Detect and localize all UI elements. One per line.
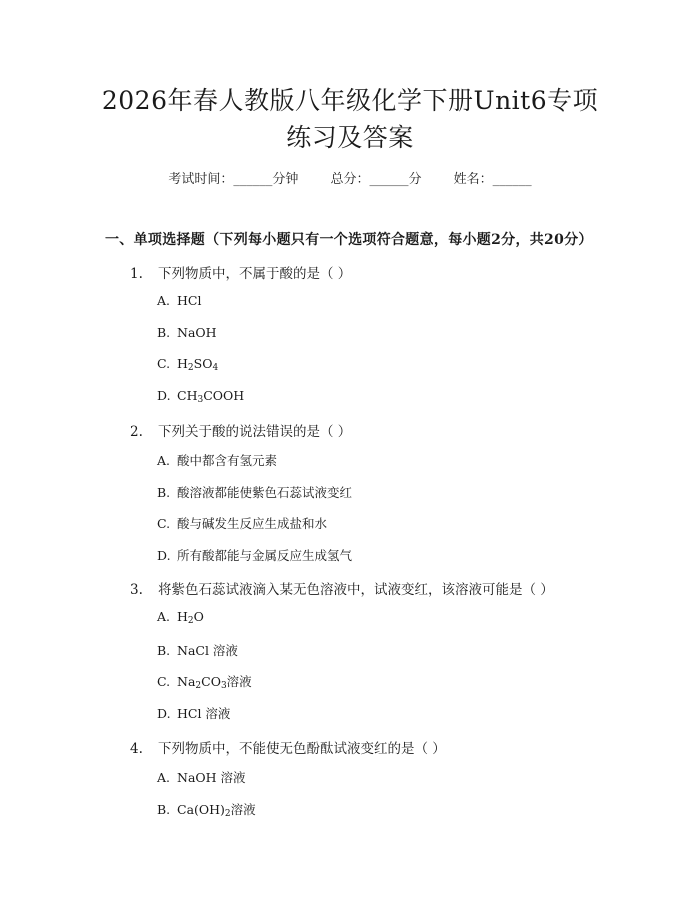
formula-subscript: 4 bbox=[212, 363, 219, 373]
option-letter: C. bbox=[157, 674, 171, 689]
question-4 bbox=[130, 737, 446, 757]
option-letter: B. bbox=[157, 484, 171, 500]
exam-meta bbox=[0, 168, 700, 187]
option-text-part: O bbox=[193, 609, 204, 624]
question-number: 2. bbox=[130, 424, 143, 440]
option-a[interactable] bbox=[157, 609, 204, 626]
exam-time-label: 考试时间：______分钟 bbox=[168, 172, 299, 187]
option-text bbox=[177, 548, 352, 563]
option-d[interactable] bbox=[157, 388, 244, 405]
option-letter: D. bbox=[157, 705, 171, 721]
option-a[interactable] bbox=[157, 768, 246, 786]
option-text-part: NaOH bbox=[177, 324, 217, 340]
option-text bbox=[177, 674, 252, 689]
option-letter: B. bbox=[157, 642, 171, 658]
option-text bbox=[177, 325, 217, 340]
option-letter: B. bbox=[157, 801, 171, 817]
option-text bbox=[177, 356, 218, 371]
option-a[interactable] bbox=[157, 293, 201, 308]
option-text bbox=[177, 516, 327, 531]
option-text-part: CO bbox=[201, 674, 221, 689]
option-letter: C. bbox=[157, 516, 171, 531]
option-letter: C. bbox=[157, 356, 171, 371]
option-text-part: 酸溶液都能使紫色石蕊试液变红 bbox=[177, 484, 353, 500]
option-text-part: H bbox=[177, 609, 188, 624]
formula-subscript: 2 bbox=[195, 681, 202, 691]
option-text-part: 溶液 bbox=[226, 674, 252, 689]
option-text-part: Ca(OH) bbox=[177, 801, 225, 817]
option-text-part: 所有酸都能与金属反应生成氢气 bbox=[177, 547, 353, 563]
option-letter: A. bbox=[157, 770, 171, 785]
option-a[interactable] bbox=[157, 451, 277, 469]
option-d[interactable] bbox=[157, 546, 352, 564]
name-label: 姓名：______ bbox=[453, 172, 532, 187]
question-text: 下列物质中，不属于酸的是（ ） bbox=[158, 266, 352, 282]
formula-subscript: 2 bbox=[187, 616, 194, 626]
option-text bbox=[177, 293, 201, 308]
question-1 bbox=[130, 262, 351, 282]
option-text-part: 酸中都含有氢元素 bbox=[177, 453, 278, 468]
section-heading: 一、单项选择题（下列每小题只有一个选项符合题意，每小题2分，共20分） bbox=[105, 232, 593, 248]
formula-subscript: 3 bbox=[197, 394, 204, 405]
option-c[interactable] bbox=[157, 672, 252, 691]
question-text: 下列物质中，不能使无色酚酞试液变红的是（ ） bbox=[158, 741, 446, 757]
option-text bbox=[177, 770, 246, 785]
option-text-part: NaOH 溶液 bbox=[177, 770, 246, 785]
option-text-part: HCl bbox=[177, 293, 202, 308]
option-b[interactable] bbox=[157, 800, 256, 819]
question-text: 将紫色石蕊试液滴入某无色溶液中，试液变红，该溶液可能是（ ） bbox=[158, 582, 554, 598]
option-b[interactable] bbox=[157, 641, 238, 659]
option-text-part: COOH bbox=[203, 387, 245, 403]
total-score-label: 总分：______分 bbox=[330, 172, 422, 187]
formula-subscript: 3 bbox=[220, 681, 227, 691]
option-text-part: SO bbox=[193, 356, 213, 371]
option-text bbox=[177, 609, 204, 624]
question-text: 下列关于酸的说法错误的是（ ） bbox=[158, 424, 352, 440]
option-letter: B. bbox=[157, 324, 171, 340]
question-number: 1. bbox=[130, 266, 143, 282]
option-text-part: HCl 溶液 bbox=[177, 705, 231, 721]
formula-subscript: 2 bbox=[224, 808, 231, 819]
option-text bbox=[177, 485, 352, 500]
option-text-part: 酸与碱发生反应生成盐和水 bbox=[177, 516, 328, 531]
option-text bbox=[177, 802, 256, 817]
option-text-part: CH bbox=[177, 387, 198, 403]
option-c[interactable] bbox=[157, 356, 218, 373]
option-text bbox=[177, 643, 238, 658]
question-number: 4. bbox=[130, 741, 143, 757]
question-number: 3. bbox=[130, 582, 143, 598]
option-text-part: Na bbox=[177, 674, 196, 689]
option-b[interactable] bbox=[157, 325, 217, 340]
option-c[interactable] bbox=[157, 514, 327, 532]
question-3 bbox=[130, 578, 554, 598]
option-letter: A. bbox=[157, 453, 171, 468]
formula-subscript: 2 bbox=[187, 363, 194, 373]
title-line-2: 练习及答案 bbox=[286, 123, 414, 152]
option-text-part: 溶液 bbox=[230, 801, 256, 817]
option-b[interactable] bbox=[157, 483, 352, 501]
option-text-part: H bbox=[177, 356, 188, 371]
option-text bbox=[177, 706, 230, 721]
title-line-1: 2026年春人教版八年级化学下册Unit6专项 bbox=[101, 86, 599, 115]
option-letter: A. bbox=[157, 609, 171, 624]
option-d[interactable] bbox=[157, 704, 230, 722]
question-2 bbox=[130, 420, 351, 440]
page-title bbox=[60, 82, 640, 156]
option-letter: A. bbox=[157, 293, 171, 308]
option-letter: D. bbox=[157, 547, 171, 563]
option-text bbox=[177, 453, 277, 468]
option-letter: D. bbox=[157, 387, 171, 403]
option-text bbox=[177, 388, 244, 403]
option-text-part: NaCl 溶液 bbox=[177, 642, 238, 658]
